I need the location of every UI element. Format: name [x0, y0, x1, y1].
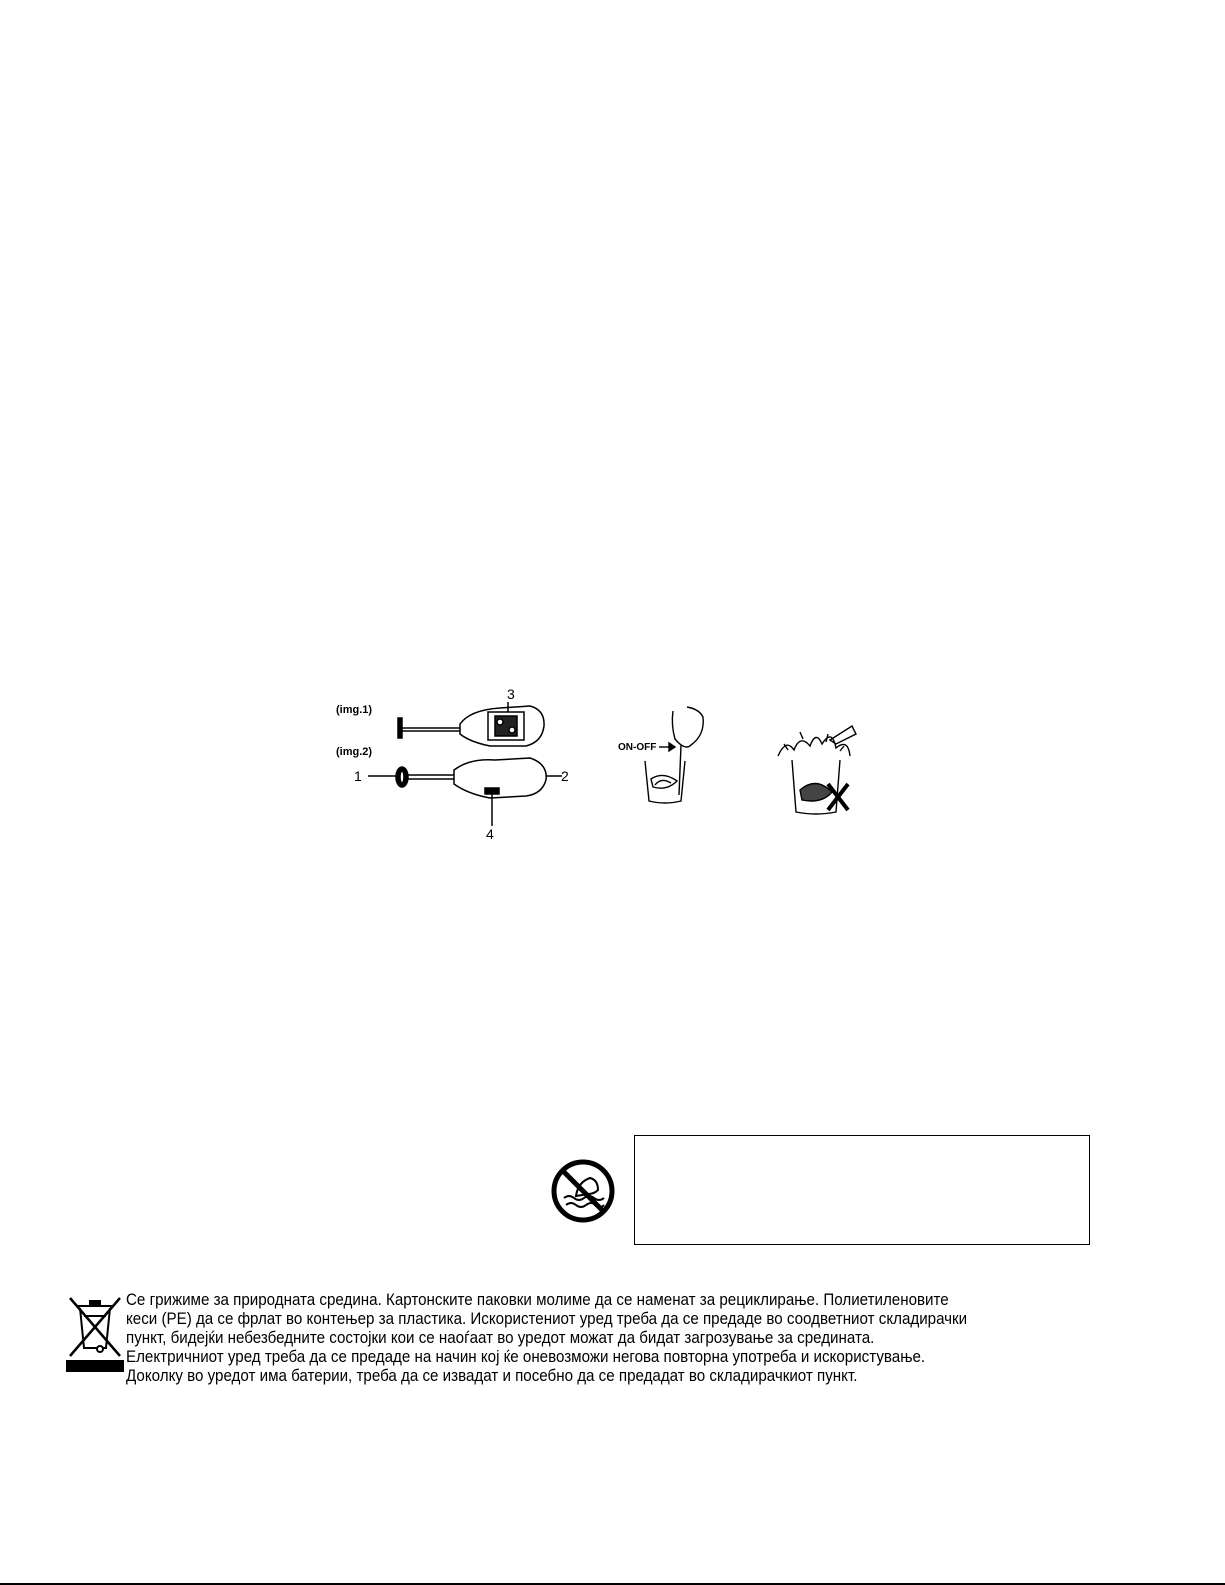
crossed-out-bin-icon [64, 1292, 126, 1374]
callout-3: 3 [507, 686, 515, 702]
usage-illustration [615, 705, 725, 810]
callout-2: 2 [561, 768, 569, 784]
product-diagram [330, 686, 590, 850]
onoff-label: ON-OFF [618, 742, 657, 753]
warning-box [634, 1135, 1090, 1245]
recycle-notice [126, 1291, 1019, 1386]
recycle-line: Електричниот уред треба да се предаде на начин кој ќе оневозможи негова повторна употреба и искористување. [126, 1348, 926, 1366]
callout-4: 4 [486, 826, 494, 842]
recycle-line: кеси (PE) да се фрлат во контењер за пластика. Искористениот уред треба да се предаде во соодветниот складирачки [126, 1310, 968, 1328]
no-immersion-icon [550, 1158, 616, 1224]
recycle-line: Се грижиме за природната средина. Картонските паковки молиме да се наменат за рециклирање. Полиетиленовите [126, 1291, 949, 1309]
warning-illustration [770, 720, 870, 820]
recycle-line: пункт, бидејќи небезбедните состојки кои се наоѓаат во уредот можат да бидат загрозување за средината. [126, 1329, 875, 1347]
recycle-line: Доколку во уредот има батерии, треба да се извадат и посебно да се предадат во складирачкиот пункт. [126, 1367, 858, 1385]
frother-drawing [330, 690, 590, 850]
callout-1: 1 [354, 768, 362, 784]
img1-label: (img.1) [336, 704, 373, 716]
img2-label: (img.2) [336, 746, 373, 758]
